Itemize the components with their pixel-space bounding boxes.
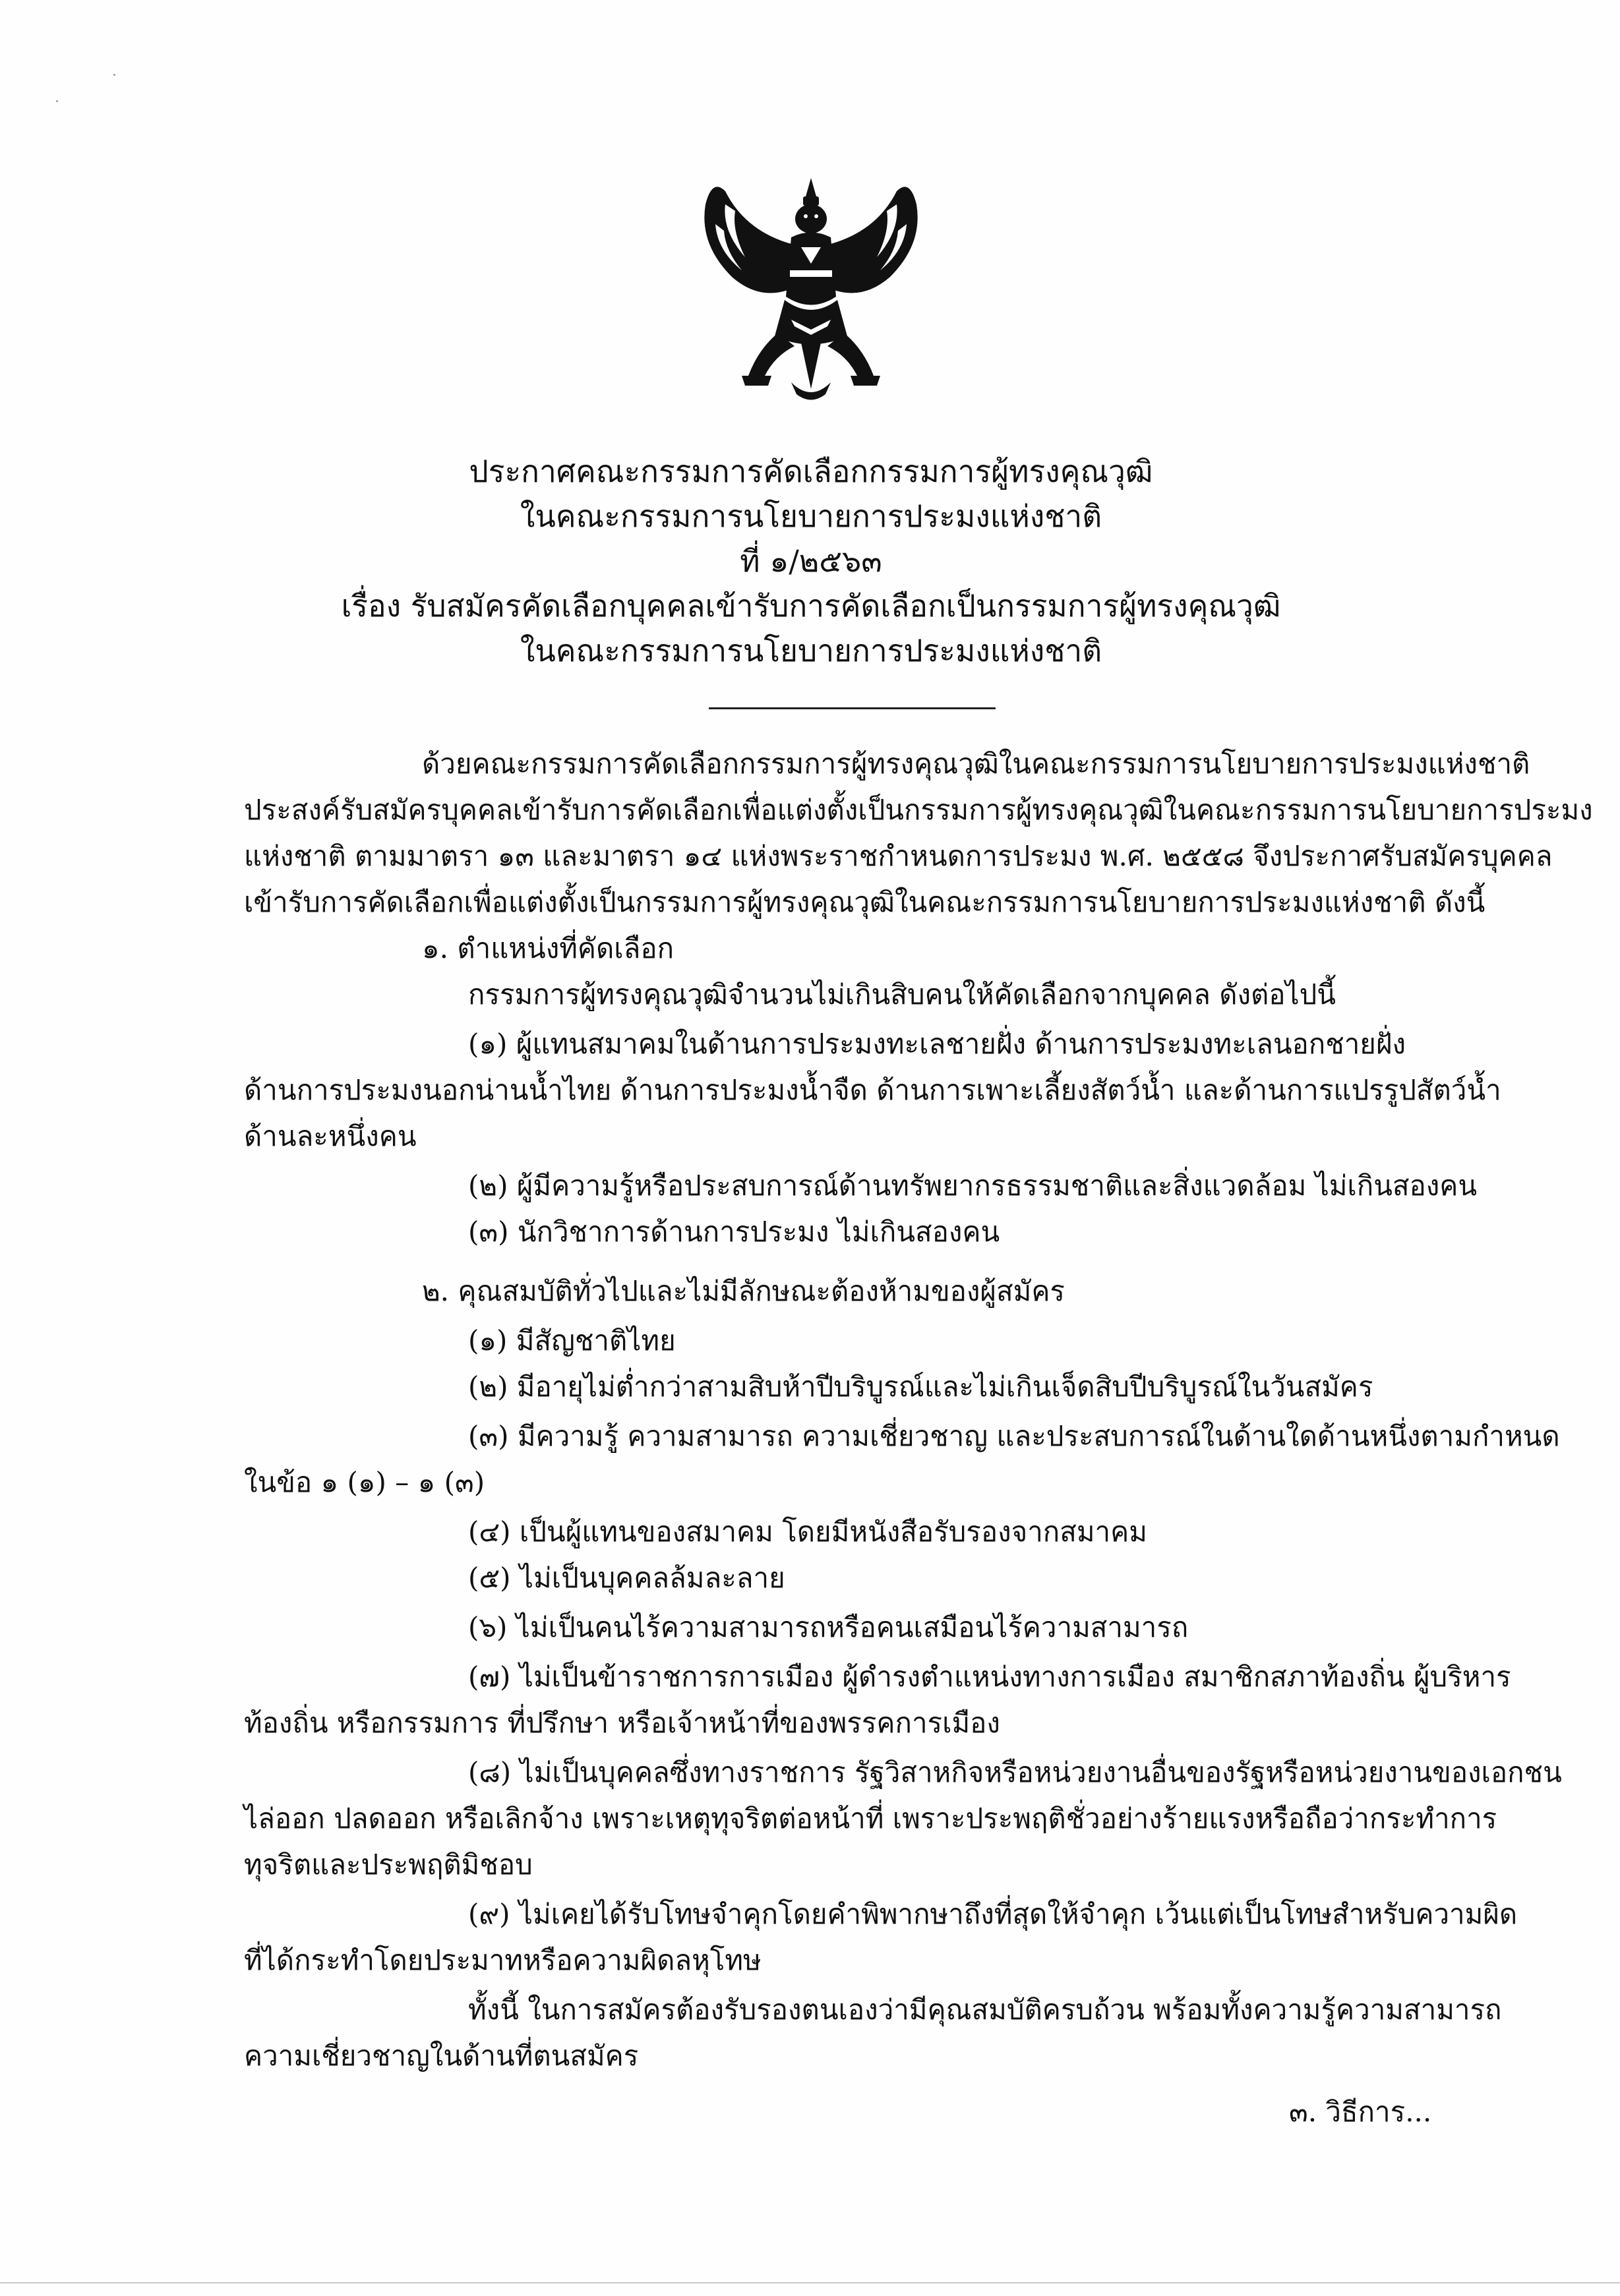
header-line-2: ในคณะกรรมการนโยบายการประมงแห่งชาติ <box>520 498 1102 534</box>
continued-marker: ๓. วิธีการ... <box>1289 2096 1432 2128</box>
s2-item-8-line-2: ไล่ออก ปลดออก หรือเลิกจ้าง เพราะเหตุทุจริตต่อหน้าที่ เพราะประพฤติชั่วอย่างร้ายแรงหรือถือว่ากระทำการ <box>244 1802 1497 1835</box>
s2-note-line-2: ความเชี่ยวชาญในด้านที่ตนสมัคร <box>244 2040 639 2072</box>
header-line-5: ในคณะกรรมการนโยบายการประมงแห่งชาติ <box>520 633 1102 668</box>
announcement-number: ที่ ๑/๒๕๖๓ <box>740 543 882 579</box>
section-1-title: ๑. ตำแหน่งที่คัดเลือก <box>422 932 674 964</box>
subject-line: เรื่อง รับสมัครคัดเลือกบุคคลเข้ารับการคัดเลือกเป็นกรรมการผู้ทรงคุณวุฒิ <box>341 588 1281 624</box>
header-line-1: ประกาศคณะกรรมการคัดเลือกกรรมการผู้ทรงคุณวุฒิ <box>469 454 1153 489</box>
s2-item-7-line-1: (๗) ไม่เป็นข้าราชการการเมือง ผู้ดำรงตำแหน่งทางการเมือง สมาชิกสภาท้องถิ่น ผู้บริหาร <box>468 1661 1511 1693</box>
scan-speck <box>56 100 58 102</box>
scan-speck <box>113 74 115 76</box>
s2-item-4: (๔) เป็นผู้แทนของสมาคม โดยมีหนังสือรับรองจากสมาคม <box>468 1516 1147 1548</box>
s2-item-8-line-1: (๘) ไม่เป็นบุคคลซึ่งทางราชการ รัฐวิสาหกิจหรือหน่วยงานอื่นของรัฐหรือหน่วยงานของเอกชน <box>468 1756 1562 1788</box>
s2-item-1: (๑) มีสัญชาติไทย <box>468 1324 676 1357</box>
s2-item-3-line-1: (๓) มีความรู้ ความสามารถ ความเชี่ยวชาญ และประสบการณ์ในด้านใดด้านหนึ่งตามกำหนด <box>468 1420 1560 1452</box>
s2-note-line-1: ทั้งนี้ ในการสมัครต้องรับรองตนเองว่ามีคุณสมบัติครบถ้วน พร้อมทั้งความรู้ความสามารถ <box>468 1993 1502 2026</box>
s1-item-3: (๓) นักวิชาการด้านการประมง ไม่เกินสองคน <box>468 1216 1000 1248</box>
s2-item-8-line-3: ทุจริตและประพฤติมิชอบ <box>244 1848 533 1881</box>
page-bottom-edge <box>0 2282 1620 2283</box>
section-1-lead: กรรมการผู้ทรงคุณวุฒิจำนวนไม่เกินสิบคนให้คัดเลือกจากบุคคล ดังต่อไปนี้ <box>468 978 1336 1011</box>
s2-item-9-line-1: (๙) ไม่เคยได้รับโทษจำคุกโดยคำพิพากษาถึงที่สุดให้จำคุก เว้นแต่เป็นโทษสำหรับความผิด <box>468 1898 1518 1930</box>
intro-line-2: ประสงค์รับสมัครบุคคลเข้ารับการคัดเลือกเพื่อแต่งตั้งเป็นกรรมการผู้ทรงคุณวุฒิในคณะกรรมการนโยบายการประมง <box>244 794 1593 826</box>
s1-item-1-line-2: ด้านการประมงนอกน่านน้ำไทย ด้านการประมงน้ำจืด ด้านการเพาะเลี้ยงสัตว์น้ำ และด้านการแปรรูปสัตว์น้ำ <box>244 1074 1501 1106</box>
intro-line-3: แห่งชาติ ตามมาตรา ๑๓ และมาตรา ๑๔ แห่งพระราชกำหนดการประมง พ.ศ. ๒๕๕๘ จึงประกาศรับสมัครบุคคล <box>244 840 1553 872</box>
garuda-emblem-icon <box>686 165 936 409</box>
s2-item-9-line-2: ที่ได้กระทำโดยประมาทหรือความผิดลหุโทษ <box>244 1944 762 1976</box>
s2-item-3-line-2: ในข้อ ๑ (๑) – ๑ (๓) <box>244 1466 485 1498</box>
s1-item-1-line-3: ด้านละหนึ่งคน <box>244 1120 417 1152</box>
s1-item-1-line-1: (๑) ผู้แทนสมาคมในด้านการประมงทะเลชายฝั่ง ด้านการประมงทะเลนอกชายฝั่ง <box>468 1028 1406 1060</box>
s2-item-6: (๖) ไม่เป็นคนไร้ความสามารถหรือคนเสมือนไร้ความสามารถ <box>468 1611 1189 1643</box>
s2-item-7-line-2: ท้องถิ่น หรือกรรมการ ที่ปรึกษา หรือเจ้าหน้าที่ของพรรคการเมือง <box>244 1707 1000 1739</box>
title-divider <box>709 707 996 709</box>
section-2-title: ๒. คุณสมบัติทั่วไปและไม่มีลักษณะต้องห้ามของผู้สมัคร <box>422 1275 1065 1307</box>
s2-item-2: (๒) มีอายุไม่ต่ำกว่าสามสิบห้าปีบริบูรณ์และไม่เกินเจ็ดสิบปีบริบูรณ์ในวันสมัคร <box>468 1370 1373 1403</box>
s2-item-5: (๕) ไม่เป็นบุคคลล้มละลาย <box>468 1562 785 1594</box>
s1-item-2: (๒) ผู้มีความรู้หรือประสบการณ์ด้านทรัพยากรธรรมชาติและสิ่งแวดล้อม ไม่เกินสองคน <box>468 1169 1478 1202</box>
intro-line-4: เข้ารับการคัดเลือกเพื่อแต่งตั้งเป็นกรรมการผู้ทรงคุณวุฒิในคณะกรรมการนโยบายการประมงแห่งชาติ ดังนี้ <box>244 886 1485 918</box>
intro-line-1: ด้วยคณะกรรมการคัดเลือกกรรมการผู้ทรงคุณวุฒิในคณะกรรมการนโยบายการประมงแห่งชาติ <box>422 748 1530 780</box>
announcement-header <box>198 455 1424 679</box>
